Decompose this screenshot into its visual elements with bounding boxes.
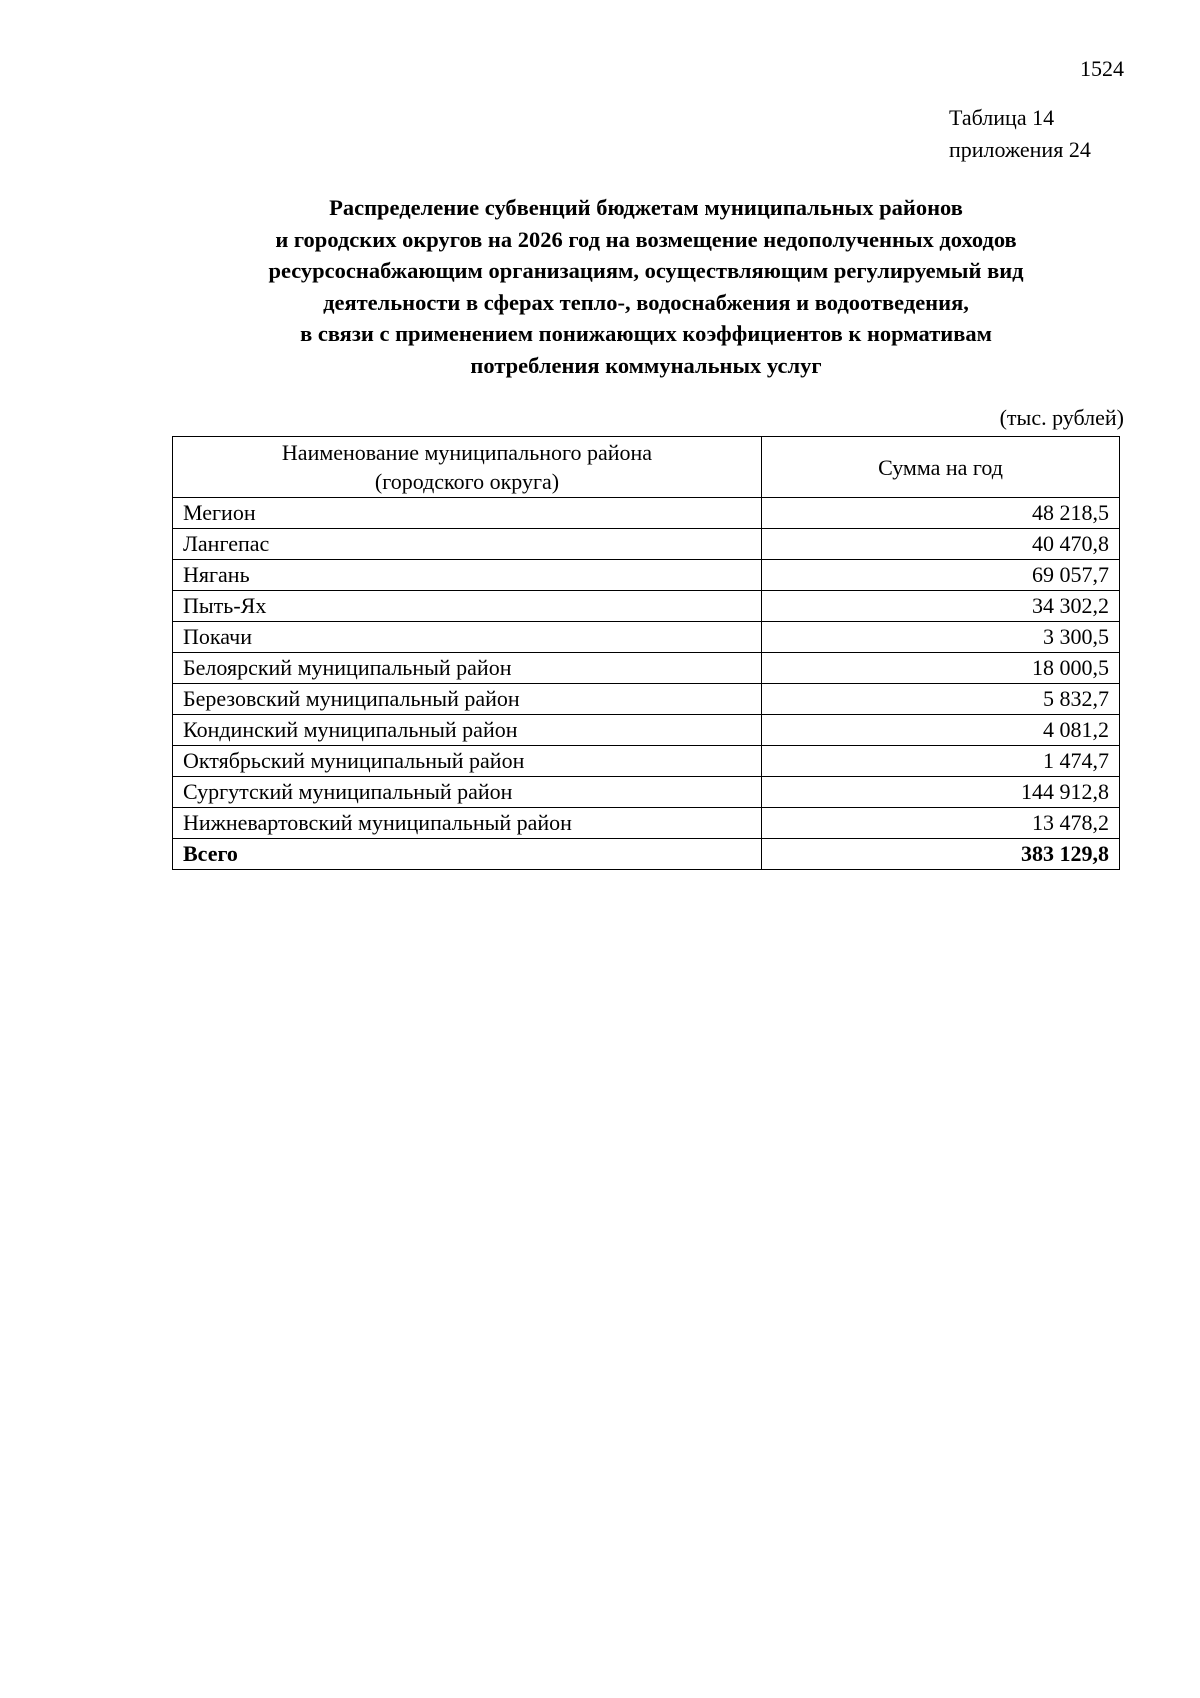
table-row — [173, 808, 1120, 839]
annual-sum: 5 832,7 — [762, 684, 1120, 715]
table-header-row — [173, 437, 1120, 498]
table-row — [173, 653, 1120, 684]
table-body — [173, 498, 1120, 870]
title-line: потребления коммунальных услуг — [470, 352, 822, 378]
table-row — [173, 560, 1120, 591]
table-reference — [949, 102, 1091, 166]
header-annual-sum: Сумма на год — [762, 437, 1120, 498]
units-label: (тыс. рублей) — [999, 405, 1124, 430]
title-line: ресурсоснабжающим организациям, осуществляющим регулируемый вид — [268, 258, 1024, 283]
municipality-name: Белоярский муниципальный район — [173, 653, 762, 684]
table-row — [173, 715, 1120, 746]
table-row — [173, 684, 1120, 715]
table-number: Таблица 14 — [949, 105, 1055, 130]
annual-sum: 13 478,2 — [762, 808, 1120, 839]
appendix-number: приложения 24 — [949, 137, 1091, 162]
table-row — [173, 746, 1120, 777]
total-sum: 383 129,8 — [762, 839, 1120, 870]
annual-sum: 69 057,7 — [762, 560, 1120, 591]
table-row — [173, 498, 1120, 529]
municipality-name: Лангепас — [173, 529, 762, 560]
title-line: в связи с применением понижающих коэффициентов к нормативам — [300, 321, 992, 346]
municipality-name: Октябрьский муниципальный район — [173, 746, 762, 777]
annual-sum: 48 218,5 — [762, 498, 1120, 529]
municipality-name: Березовский муниципальный район — [173, 684, 762, 715]
table-row — [173, 591, 1120, 622]
title-line: Распределение субвенций бюджетам муниципальных районов — [329, 195, 963, 220]
annual-sum: 34 302,2 — [762, 591, 1120, 622]
annual-sum: 144 912,8 — [762, 777, 1120, 808]
total-row — [173, 839, 1120, 870]
annual-sum: 40 470,8 — [762, 529, 1120, 560]
municipality-name: Кондинский муниципальный район — [173, 715, 762, 746]
municipality-name: Нижневартовский муниципальный район — [173, 808, 762, 839]
municipality-name: Пыть-Ях — [173, 591, 762, 622]
header-municipality-line1: Наименование муниципального района — [281, 440, 653, 465]
municipality-name: Покачи — [173, 622, 762, 653]
subvention-table — [172, 436, 1120, 870]
table-row — [173, 622, 1120, 653]
annual-sum: 1 474,7 — [762, 746, 1120, 777]
annual-sum: 4 081,2 — [762, 715, 1120, 746]
page-number: 1524 — [1080, 56, 1124, 81]
title-line: деятельности в сферах тепло-, водоснабжения и водоотведения, — [323, 289, 969, 315]
header-municipality — [173, 437, 762, 498]
document-title — [172, 192, 1120, 381]
table-row — [173, 529, 1120, 560]
municipality-name: Нягань — [173, 560, 762, 591]
annual-sum: 3 300,5 — [762, 622, 1120, 653]
title-line: и городских округов на 2026 год на возмещение недополученных доходов — [275, 226, 1017, 252]
annual-sum: 18 000,5 — [762, 653, 1120, 684]
header-municipality-line2: (городского округа) — [374, 469, 560, 494]
municipality-name: Мегион — [173, 498, 762, 529]
table-row — [173, 777, 1120, 808]
total-label: Всего — [173, 839, 762, 870]
municipality-name: Сургутский муниципальный район — [173, 777, 762, 808]
